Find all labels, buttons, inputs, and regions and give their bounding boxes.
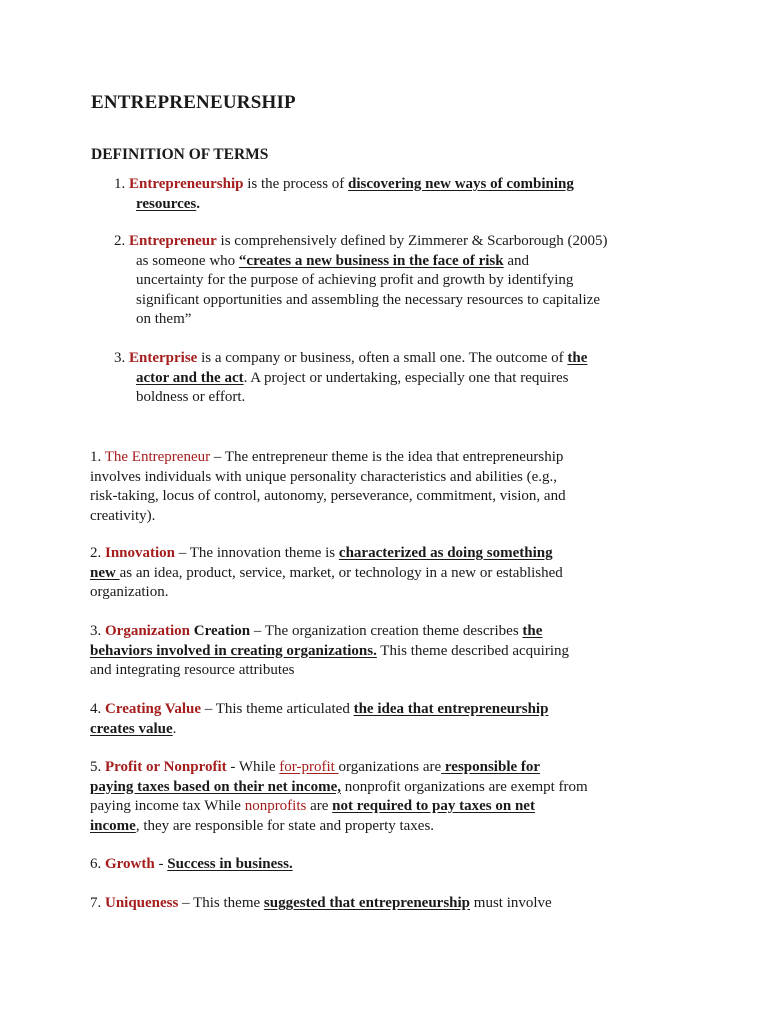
definition-line	[114, 252, 674, 272]
theme-line	[90, 642, 680, 662]
emphasis-text: resources	[136, 195, 197, 212]
theme-line: and integrating resource attributes	[90, 662, 295, 678]
emphasis-text: paying taxes based on their net income,	[90, 778, 341, 795]
definition-text: . A project or undertaking, especially one that requires	[243, 369, 569, 386]
emphasis-text: Success in business.	[167, 856, 293, 872]
emphasis-text: new	[90, 564, 120, 581]
list-number: 2.	[90, 545, 102, 561]
list-number: 2.	[114, 233, 126, 249]
theme-item	[90, 894, 680, 914]
emphasis-text: not required to pay taxes on net	[332, 798, 535, 814]
theme-term: Innovation	[105, 545, 176, 561]
theme-text: - While	[226, 759, 280, 775]
definition-item	[114, 175, 674, 214]
definition-term: Entrepreneur	[129, 233, 217, 249]
definition-line	[114, 369, 674, 389]
theme-term: Uniqueness	[105, 895, 179, 911]
definition-item	[114, 232, 674, 330]
emphasis-text: actor and the act	[136, 369, 244, 386]
definition-term: Entrepreneurship	[129, 176, 244, 192]
list-number: 3.	[90, 623, 102, 639]
theme-item	[90, 855, 680, 875]
theme-text: – The innovation theme is	[175, 545, 339, 561]
definition-line: boldness or effort.	[136, 389, 246, 405]
highlight-text: for-profit	[279, 759, 339, 775]
theme-text: must involve	[470, 895, 552, 911]
theme-text: .	[172, 720, 177, 737]
theme-text: as an idea, product, service, market, or technology in a new or established	[119, 564, 563, 581]
emphasis-text: the	[567, 350, 588, 366]
definition-text: is a company or business, often a small one. The outcome of	[197, 350, 568, 366]
definition-text: is comprehensively defined by Zimmerer & Scarborough (2005)	[216, 233, 608, 249]
emphasis-text: the	[522, 623, 543, 639]
list-number: 3.	[114, 350, 126, 366]
emphasis-text: responsible for	[441, 759, 541, 775]
definition-item	[114, 349, 674, 408]
theme-text: -	[154, 856, 168, 872]
definition-line: on them”	[136, 311, 192, 327]
definition-line: uncertainty for the purpose of achieving profit and growth by identifying	[136, 272, 574, 288]
emphasis-text: discovering new ways of combining	[348, 176, 574, 192]
theme-line: creativity).	[90, 507, 156, 524]
theme-term: Creating Value	[105, 701, 201, 717]
definition-text: is the process of	[243, 176, 349, 192]
theme-term: Profit or Nonprofit	[105, 759, 227, 775]
theme-text: – This theme articulated	[200, 701, 354, 717]
definition-line	[114, 175, 674, 195]
theme-line	[90, 564, 680, 584]
definition-line	[114, 349, 674, 369]
highlight-text: nonprofits	[244, 798, 307, 814]
emphasis-text: suggested that entrepreneurship	[263, 895, 471, 911]
theme-line: organization.	[90, 584, 169, 600]
theme-line	[90, 778, 680, 798]
theme-text: are	[306, 798, 333, 814]
theme-text: , they are responsible for state and property taxes.	[135, 817, 435, 834]
emphasis-text: characterized as doing something	[338, 545, 553, 561]
theme-term: Organization	[105, 623, 190, 639]
theme-item	[90, 544, 680, 603]
list-number: 4.	[90, 701, 102, 717]
emphasis-text: creates value	[90, 720, 173, 737]
theme-text: paying income tax While	[90, 798, 245, 814]
definition-term: Enterprise	[129, 350, 198, 366]
definition-line: significant opportunities and assembling the necessary resources to capitalize	[136, 291, 601, 308]
page-title: ENTREPRENEURSHIP	[91, 92, 296, 113]
definition-text: .	[196, 195, 201, 212]
theme-line	[90, 700, 680, 720]
theme-term: Growth	[105, 856, 155, 872]
theme-term-suffix: Creation	[190, 623, 251, 639]
emphasis-text: income	[90, 817, 136, 834]
theme-line: involves individuals with unique personality characteristics and abilities (e.g.,	[90, 468, 557, 485]
theme-text: – This theme	[178, 895, 264, 911]
theme-item	[90, 622, 680, 681]
list-number: 6.	[90, 856, 102, 872]
theme-text: – The organization creation theme describes	[250, 623, 523, 639]
theme-line	[90, 817, 680, 837]
theme-term: The Entrepreneur	[104, 449, 211, 465]
theme-line	[90, 758, 680, 778]
theme-text: This theme described acquiring	[376, 642, 569, 659]
theme-item	[90, 700, 680, 739]
definition-text: and	[503, 252, 530, 269]
definition-line	[114, 232, 674, 252]
list-number: 5.	[90, 759, 102, 775]
theme-line	[90, 544, 680, 564]
list-number: 7.	[90, 895, 102, 911]
emphasis-text: the idea that entrepreneurship	[353, 701, 549, 717]
theme-item	[90, 448, 680, 526]
theme-line	[90, 448, 680, 468]
emphasis-text: “creates a new business in the face of risk	[238, 252, 504, 269]
theme-line	[90, 894, 680, 914]
theme-text: nonprofit organizations are exempt from	[340, 778, 588, 795]
theme-item	[90, 758, 680, 836]
emphasis-text: behaviors involved in creating organizations.	[90, 642, 377, 659]
section-heading: DEFINITION OF TERMS	[91, 146, 269, 163]
theme-line	[90, 622, 680, 642]
list-number: 1.	[114, 176, 126, 192]
list-number: 1.	[90, 449, 102, 465]
theme-text: – The entrepreneur theme is the idea that entrepreneurship	[210, 449, 564, 465]
definition-line	[114, 195, 674, 215]
theme-text: organizations are	[338, 759, 442, 775]
theme-line: risk-taking, locus of control, autonomy, perseverance, commitment, vision, and	[90, 488, 566, 504]
theme-line	[90, 797, 680, 817]
theme-line	[90, 720, 680, 740]
definition-text: as someone who	[136, 252, 239, 269]
theme-line	[90, 855, 680, 875]
